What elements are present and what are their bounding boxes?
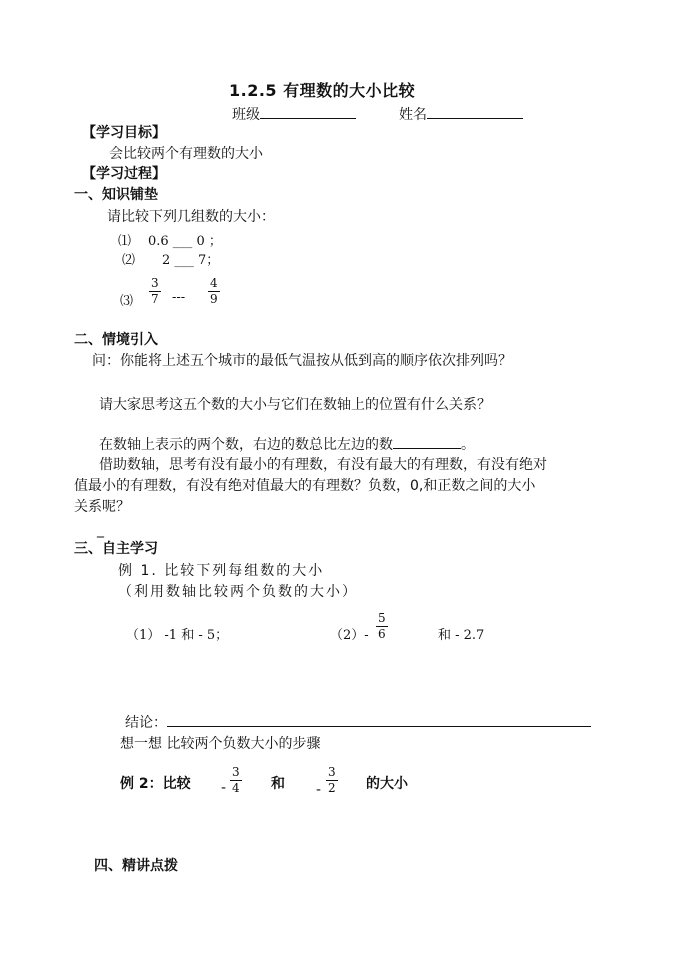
name-label: 姓名 bbox=[399, 107, 427, 123]
section2-question-2: 请大家思考这五个数的大小与它们在数轴上的位置有什么关系？ bbox=[99, 397, 491, 413]
name-field bbox=[399, 104, 523, 124]
example2-and: 和 bbox=[271, 776, 285, 792]
item3-number: ⑶ bbox=[120, 294, 134, 309]
item3-fraction-1 bbox=[149, 276, 161, 307]
question-3-text: 在数轴上表示的两个数，右边的数总比左边的数 bbox=[99, 437, 393, 453]
fraction-denominator: 7 bbox=[151, 292, 159, 306]
question-3-blank[interactable] bbox=[393, 434, 461, 449]
class-label: 班级 bbox=[232, 107, 260, 123]
fraction-numerator: 3 bbox=[232, 765, 240, 779]
example2-minus-2: - bbox=[316, 782, 322, 798]
item3-dash: --- bbox=[172, 290, 186, 305]
conclusion-blank[interactable] bbox=[167, 712, 591, 727]
fraction-denominator: 2 bbox=[328, 781, 336, 795]
stray-underscore: _ bbox=[97, 522, 104, 538]
item2-text: 2 ___ 7； bbox=[162, 253, 220, 268]
section3-heading: 三、自主学习 bbox=[74, 541, 158, 557]
fraction-numerator: 4 bbox=[210, 276, 218, 290]
process-heading: 【学习过程】 bbox=[82, 166, 166, 182]
example1-fraction bbox=[376, 611, 388, 642]
example2-fraction-2 bbox=[326, 765, 338, 796]
section2-question-1: 问：你能将上述五个城市的最低气温按从低到高的顺序依次排列吗？ bbox=[92, 353, 512, 369]
fraction-numerator: 3 bbox=[151, 276, 159, 290]
item1-text: 0.6 ___ 0 ； bbox=[148, 234, 222, 249]
think-prompt: 想一想 比较两个负数大小的步骤 bbox=[120, 736, 321, 752]
example1-part-1: （1） -1 和 - 5； bbox=[126, 628, 229, 643]
section2-heading: 二、情境引入 bbox=[74, 332, 158, 348]
example1-part-2-prefix: （2）- bbox=[330, 628, 369, 643]
example2-minus-1: - bbox=[221, 780, 227, 796]
fraction-denominator: 9 bbox=[210, 292, 218, 306]
section1-prompt: 请比较下列几组数的大小： bbox=[107, 209, 275, 225]
section2-paragraph-line-3: 关系呢？ bbox=[74, 499, 130, 515]
page-title: 1.2.5 有理数的大小比较 bbox=[229, 81, 416, 100]
section1-heading: 一、知识铺垫 bbox=[74, 187, 158, 203]
fraction-denominator: 4 bbox=[232, 781, 240, 795]
conclusion-line bbox=[125, 712, 591, 732]
fraction-numerator: 5 bbox=[378, 611, 386, 625]
goal-text: 会比较两个有理数的大小 bbox=[109, 146, 263, 162]
question-3-end: 。 bbox=[461, 437, 475, 453]
item2-number: ⑵ bbox=[122, 253, 136, 268]
conclusion-label: 结论： bbox=[125, 715, 167, 731]
example1-part-2-suffix: 和 - 2.7 bbox=[438, 628, 485, 643]
example1-subtitle: （利用数轴比较两个负数的大小） bbox=[118, 584, 358, 600]
fraction-numerator: 3 bbox=[328, 765, 336, 779]
example2-end: 的大小 bbox=[366, 776, 408, 792]
section2-paragraph-line-1: 借助数轴，思考有没有最小的有理数，有没有最大的有理数，有没有绝对 bbox=[99, 457, 547, 473]
fraction-denominator: 6 bbox=[378, 627, 386, 641]
class-field bbox=[232, 104, 356, 124]
name-blank[interactable] bbox=[427, 104, 523, 119]
class-blank[interactable] bbox=[260, 104, 356, 119]
section2-question-3 bbox=[99, 434, 475, 454]
item3-fraction-2 bbox=[208, 276, 220, 307]
example1-title: 例 1. 比较下列每组数的大小 bbox=[118, 563, 325, 579]
example2-fraction-1 bbox=[230, 765, 242, 796]
goals-heading: 【学习目标】 bbox=[82, 125, 166, 141]
section2-paragraph-line-2: 值最小的有理数，有没有绝对值最大的有理数？负数，0,和正数之间的大小 bbox=[74, 478, 536, 494]
item1-number: ⑴ bbox=[118, 234, 132, 249]
section4-heading: 四、精讲点拨 bbox=[94, 858, 178, 874]
example2-label: 例 2：比较 bbox=[120, 776, 191, 792]
